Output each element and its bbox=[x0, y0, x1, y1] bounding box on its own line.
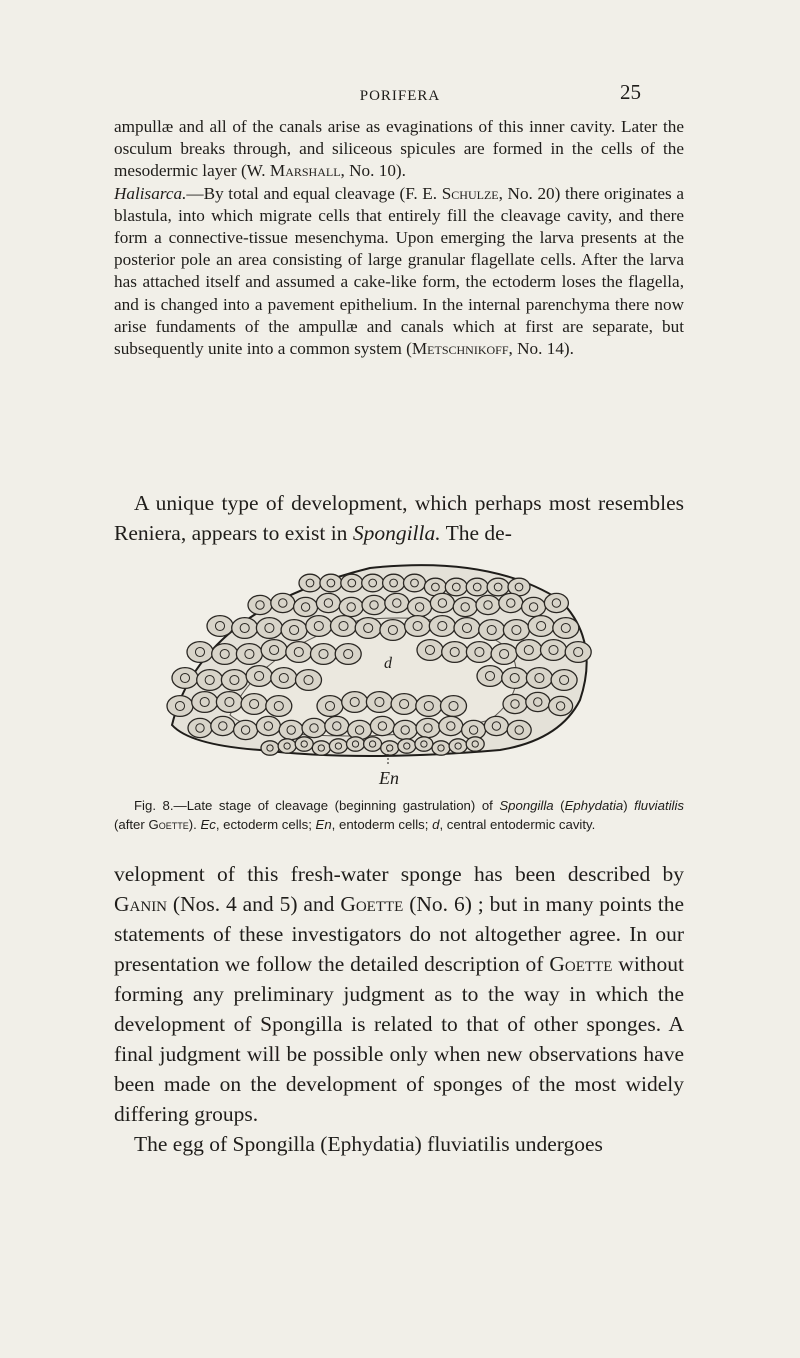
cell-shape bbox=[477, 666, 503, 687]
cell-shape bbox=[429, 616, 455, 637]
cell-shape bbox=[380, 620, 406, 641]
cell-shape bbox=[502, 668, 528, 689]
cell-shape bbox=[362, 595, 386, 614]
cell-shape bbox=[306, 616, 332, 637]
cell-shape bbox=[325, 716, 349, 735]
label-ref: d bbox=[432, 817, 440, 832]
text-run: , No. 14). bbox=[508, 339, 574, 359]
cell-shape bbox=[466, 578, 488, 596]
author-name: Metschnikoff bbox=[411, 339, 509, 359]
cell-shape bbox=[172, 668, 198, 689]
cell-shape bbox=[441, 696, 467, 717]
cell-shape bbox=[404, 574, 426, 592]
text-run: A unique type of development, which perhaps most resembles Reniera, appears to exist in bbox=[114, 491, 684, 545]
cell-shape bbox=[295, 737, 313, 751]
text-run: —By total and equal cleavage (F. E. bbox=[186, 183, 442, 203]
cell-shape bbox=[408, 597, 432, 616]
cell-shape bbox=[430, 593, 454, 612]
figure-number: Fig. 8. bbox=[134, 798, 174, 813]
author-name: Ganin bbox=[114, 892, 168, 916]
cell-shape bbox=[311, 644, 337, 665]
text-block-top bbox=[114, 116, 684, 360]
cell-shape bbox=[211, 716, 235, 735]
text-run: ). bbox=[188, 817, 201, 832]
paragraph bbox=[114, 1129, 684, 1159]
cell-shape bbox=[449, 739, 467, 753]
cell-shape bbox=[551, 670, 577, 691]
text-run: (No. 6) ; but in many points the statements of these investigators do not altogether agree. In our presentation we follow the detailed description of bbox=[114, 892, 684, 976]
text-run: , No. 20) there originates a blastula, into which migrate cells that entirely fill the cleavage cavity, and there form a connective-tissue mesenchyma. Upon emerging the larva presents at the posterior pole an area consisting of large granular flagellate cells. After the larva has attached itself and assumed a cake-like form, the ectoderm loses the flagella, and is changed into a pavement epithelium. In the internal parenchyma there now arise fundaments of the ampullæ and canals which at first are separate, but subsequently unite into a common system ( bbox=[114, 183, 684, 359]
genus-name: Ephydatia bbox=[564, 798, 624, 813]
figure-label-d: d bbox=[384, 655, 392, 672]
page-number: 25 bbox=[620, 80, 641, 104]
cell-shape bbox=[466, 642, 492, 663]
cell-shape bbox=[484, 716, 508, 735]
cell-shape bbox=[499, 593, 523, 612]
cell-shape bbox=[234, 720, 258, 739]
caption-text bbox=[114, 796, 684, 834]
cell-shape bbox=[271, 593, 295, 612]
cell-shape bbox=[271, 668, 297, 689]
cell-shape bbox=[516, 640, 542, 661]
cell-shape bbox=[197, 670, 223, 691]
cell-shape bbox=[347, 737, 365, 751]
cell-shape bbox=[522, 597, 546, 616]
author-name: Schulze bbox=[441, 183, 499, 203]
cell-shape bbox=[476, 595, 500, 614]
cell-shape bbox=[261, 640, 287, 661]
cell-shape bbox=[381, 741, 399, 755]
embryo-drawing bbox=[160, 500, 640, 790]
label-ref: En bbox=[315, 817, 332, 832]
text-run: ampullæ and all of the canals arise as evaginations of this inner cavity. Later the osculum breaks through, and siliceous spicules are formed in the cells of the mesodermic layer (W. bbox=[114, 117, 684, 181]
cell-shape bbox=[256, 618, 282, 639]
cell-shape bbox=[342, 692, 368, 713]
paragraph bbox=[114, 183, 684, 361]
cell-shape bbox=[385, 593, 409, 612]
genus-name: Spongilla. bbox=[352, 521, 441, 545]
cell-shape bbox=[466, 737, 484, 751]
author-name: Goette bbox=[340, 892, 404, 916]
cell-shape bbox=[302, 718, 326, 737]
cell-shape bbox=[416, 696, 442, 717]
cell-shape bbox=[316, 593, 340, 612]
text-block-bottom bbox=[114, 859, 684, 1159]
cell-shape bbox=[442, 642, 468, 663]
author-name: Goette bbox=[148, 817, 189, 832]
cell-shape bbox=[331, 616, 357, 637]
cell-shape bbox=[339, 597, 363, 616]
cell-shape bbox=[445, 578, 467, 596]
cell-shape bbox=[246, 666, 272, 687]
cell-shape bbox=[364, 737, 382, 751]
cell-shape bbox=[299, 574, 321, 592]
cell-shape bbox=[279, 720, 303, 739]
cell-shape bbox=[320, 574, 342, 592]
text-run: The de- bbox=[440, 521, 512, 545]
cell-shape bbox=[503, 620, 529, 641]
cell-shape bbox=[286, 642, 312, 663]
figure-caption bbox=[114, 796, 684, 834]
cell-shape bbox=[335, 644, 361, 665]
text-run: (Nos. 4 and 5) and bbox=[167, 892, 341, 916]
cell-shape bbox=[221, 670, 247, 691]
cell-shape bbox=[355, 618, 381, 639]
cell-shape bbox=[544, 593, 568, 612]
cell-shape bbox=[391, 694, 417, 715]
cell-shape bbox=[366, 692, 392, 713]
running-title: PORIFERA bbox=[359, 88, 441, 104]
cell-shape bbox=[266, 696, 292, 717]
cell-shape bbox=[296, 670, 322, 691]
cell-shape bbox=[329, 739, 347, 753]
figure-illustration bbox=[160, 500, 640, 790]
text-run: without forming any preliminary judgment as to the way in which the development of Spongilla is related to that of other sponges. A final judgment will be possible only when new observations have been made on the development of sponges of the most widely differing groups. bbox=[114, 952, 684, 1126]
text-run: , entoderm cells; bbox=[331, 817, 433, 832]
cell-shape bbox=[370, 716, 394, 735]
cell-shape bbox=[393, 720, 417, 739]
text-run: , No. 10). bbox=[340, 161, 406, 181]
cell-shape bbox=[549, 696, 573, 715]
author-name: Goette bbox=[549, 952, 613, 976]
cell-shape bbox=[507, 720, 531, 739]
cell-shape bbox=[528, 616, 554, 637]
text-run: velopment of this fresh-water sponge has been described by bbox=[114, 862, 684, 886]
cell-shape bbox=[212, 644, 238, 665]
cell-shape bbox=[491, 644, 517, 665]
cell-shape bbox=[236, 644, 262, 665]
cell-shape bbox=[487, 578, 509, 596]
cell-shape bbox=[415, 737, 433, 751]
cell-shape bbox=[312, 741, 330, 755]
species-name: fluviatilis bbox=[634, 798, 684, 813]
cell-shape bbox=[187, 642, 213, 663]
cell-shape bbox=[261, 741, 279, 755]
text-run: The egg of Spongilla (Ephydatia) fluviatilis undergoes bbox=[134, 1132, 603, 1156]
text-run: , ectoderm cells; bbox=[215, 817, 316, 832]
cell-shape bbox=[241, 694, 267, 715]
cell-shape bbox=[362, 574, 384, 592]
text-run: —Late stage of cleavage (beginning gastrulation) of bbox=[173, 798, 500, 813]
cell-shape bbox=[479, 620, 505, 641]
cell-shape bbox=[565, 642, 591, 663]
genus-name: Spongilla bbox=[499, 798, 554, 813]
cell-shape bbox=[348, 720, 372, 739]
cell-shape bbox=[278, 739, 296, 753]
cell-shape bbox=[341, 574, 363, 592]
paragraph bbox=[114, 859, 684, 1129]
cell-shape bbox=[541, 640, 567, 661]
cell-shape bbox=[256, 716, 280, 735]
cell-shape bbox=[453, 597, 477, 616]
cell-shape bbox=[383, 574, 405, 592]
cell-shape bbox=[207, 616, 233, 637]
cell-shape bbox=[281, 620, 307, 641]
cell-shape bbox=[553, 618, 579, 639]
cell-shape bbox=[454, 618, 480, 639]
cell-shape bbox=[188, 718, 212, 737]
cell-shape bbox=[526, 668, 552, 689]
cell-shape bbox=[232, 618, 258, 639]
cell-shape bbox=[294, 597, 318, 616]
cell-shape bbox=[432, 741, 450, 755]
label-ref: Ec bbox=[200, 817, 216, 832]
cell-shape bbox=[167, 696, 193, 717]
figure-label-en: En bbox=[379, 768, 399, 788]
cell-shape bbox=[405, 616, 431, 637]
text-run: (after bbox=[114, 817, 149, 832]
author-name: Marshall bbox=[269, 161, 341, 181]
genus-heading: Halisarca. bbox=[114, 183, 187, 203]
cell-shape bbox=[417, 640, 443, 661]
cell-shape bbox=[216, 692, 242, 713]
cell-shape bbox=[248, 595, 272, 614]
cell-shape bbox=[317, 696, 343, 717]
text-run: ) bbox=[623, 798, 635, 813]
cell-shape bbox=[526, 692, 550, 711]
cell-shape bbox=[398, 739, 416, 753]
text-run: , central entodermic cavity. bbox=[439, 817, 596, 832]
paragraph bbox=[114, 116, 684, 183]
text-run: ( bbox=[553, 798, 565, 813]
cell-shape bbox=[503, 694, 527, 713]
cell-shape bbox=[439, 716, 463, 735]
cell-shape bbox=[192, 692, 218, 713]
cell-shape bbox=[416, 718, 440, 737]
